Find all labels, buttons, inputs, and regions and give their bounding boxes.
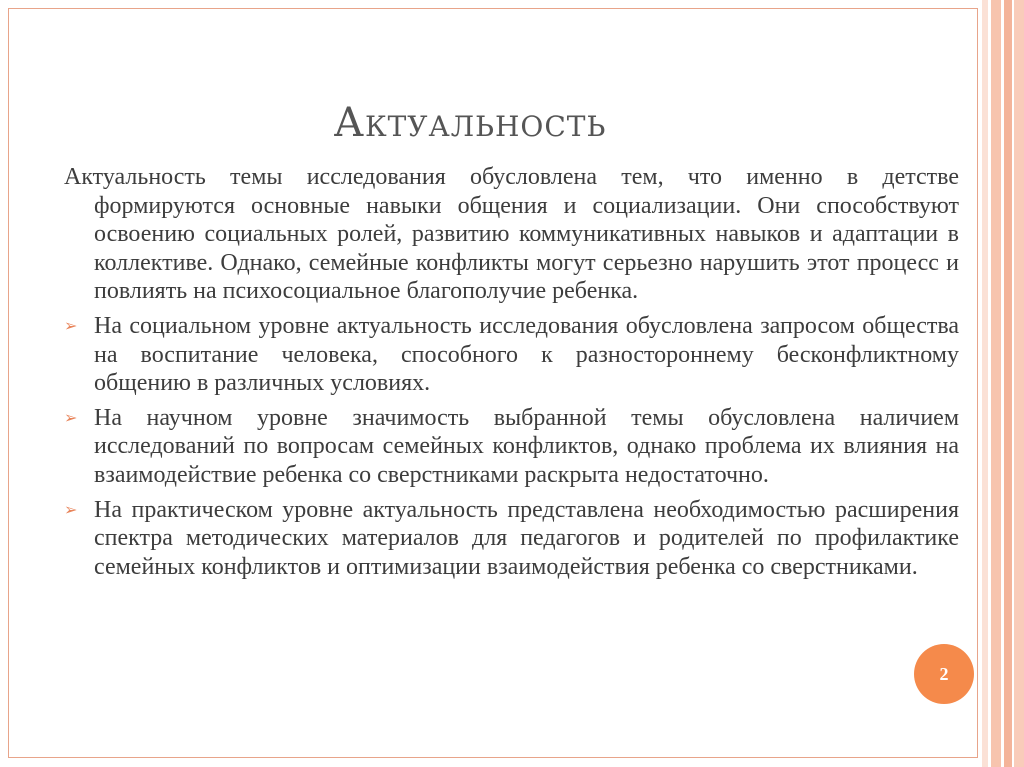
bullet-item-practical [64, 496, 959, 582]
decorative-stripes [982, 0, 1024, 767]
bullet-text: На практическом уровне актуальность представлена необходимостью расширения спектра методических материалов для педагогов и родителей по профилактике семейных конфликтов и оптимизации взаимодействия ребенка со сверстниками. [94, 496, 959, 580]
intro-paragraph: Актуальность темы исследования обусловлена тем, что именно в детстве формируются основные навыки общения и социализации. Они способствуют освоению социальных ролей, развитию коммуникативных навыков и адаптации в коллективе. Однако, семейные конфликты могут серьезно нарушить этот процесс и повлиять на психосоциальное благополучие ребенка. [64, 164, 959, 305]
slide-title: Актуальность [333, 100, 607, 146]
slide-content [64, 163, 959, 587]
bullet-text: На социальном уровне актуальность исследования обусловлена запросом общества на воспитание человека, способного к разностороннему бесконфликтному общению в различных условиях. [94, 312, 959, 397]
bullet-item-social [64, 312, 959, 398]
chevron-right-icon: ➢ [64, 499, 78, 519]
page-number-badge: 2 [914, 644, 974, 704]
chevron-right-icon: ➢ [64, 315, 78, 335]
chevron-right-icon: ➢ [64, 407, 78, 427]
bullet-text: На научном уровне значимость выбранной темы обусловлена наличием исследований по вопросам семейных конфликтов, однако проблема их влияния на взаимодействие ребенка со сверстниками раскрыта недостаточно. [94, 404, 959, 488]
bullet-item-scientific [64, 404, 959, 490]
